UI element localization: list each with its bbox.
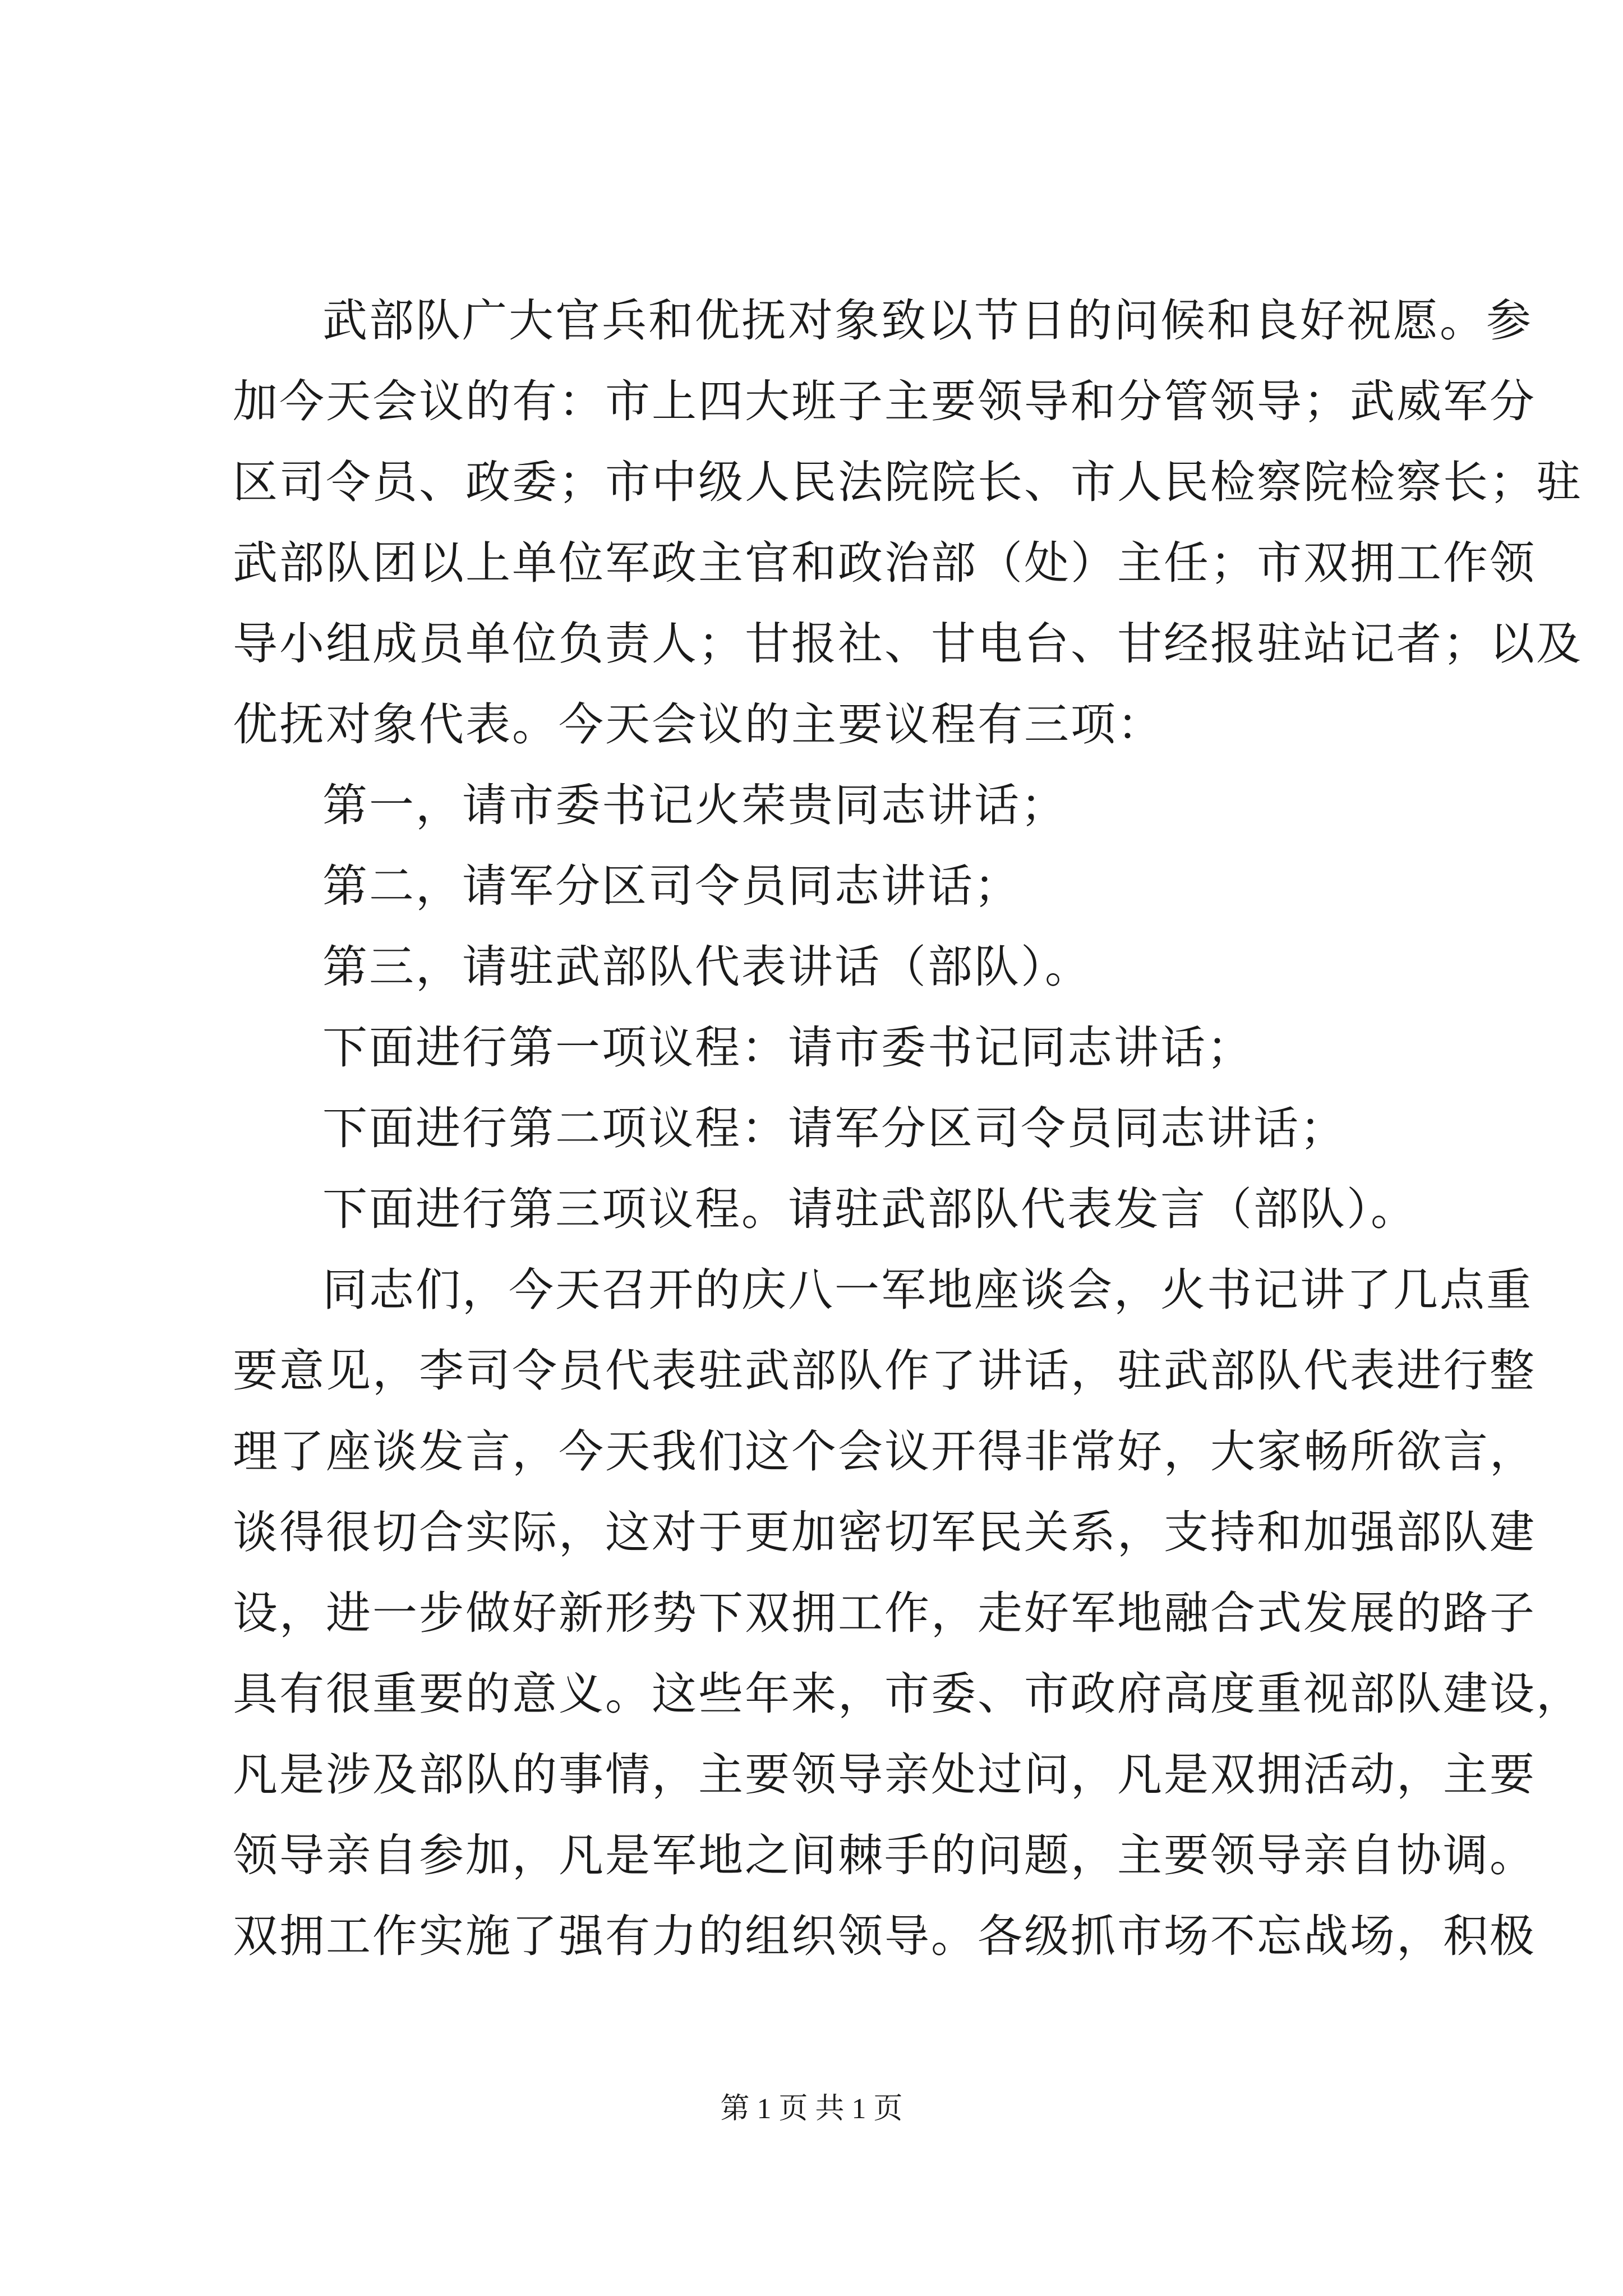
text-line: 谈得很切合实际，这对于更加密切军民关系，支持和加强部队建 [233, 1506, 1536, 1558]
agenda-step: 下面进行第一项议程：请市委书记同志讲话； [322, 1022, 1253, 1074]
agenda-item: 第一，请市委书记火荣贵同志讲话； [322, 779, 1067, 831]
text-line: 领导亲自参加，凡是军地之间棘手的问题，主要领导亲自协调。 [233, 1829, 1536, 1881]
document-body [233, 280, 1583, 1977]
agenda-item: 第二，请军分区司令员同志讲话； [322, 860, 1021, 912]
text-line: 区司令员、政委；市中级人民法院院长、市人民检察院检察长；驻 [233, 456, 1583, 508]
page-number-footer: 第 1 页 共 1 页 [720, 2093, 903, 2125]
text-line: 武部队团以上单位军政主官和政治部（处）主任；市双拥工作领 [233, 537, 1536, 589]
text-line: 双拥工作实施了强有力的组织领导。各级抓市场不忘战场，积极 [233, 1910, 1536, 1962]
text-line: 导小组成员单位负责人；甘报社、甘电台、甘经报驻站记者；以及 [233, 618, 1583, 670]
agenda-step: 下面进行第二项议程：请军分区司令员同志讲话； [322, 1102, 1347, 1154]
text-line: 要意见，李司令员代表驻武部队作了讲话，驻武部队代表进行整 [233, 1345, 1536, 1397]
text-line: 具有很重要的意义。这些年来，市委、市政府高度重视部队建设， [233, 1668, 1583, 1720]
agenda-step: 下面进行第三项议程。请驻武部队代表发言（部队）。 [322, 1183, 1417, 1235]
text-line: 凡是涉及部队的事情，主要领导亲处过问，凡是双拥活动，主要 [233, 1749, 1536, 1801]
text-line: 理了座谈发言，今天我们这个会议开得非常好，大家畅所欲言， [233, 1425, 1536, 1478]
text-line: 同志们，今天召开的庆八一军地座谈会，火书记讲了几点重 [322, 1264, 1533, 1316]
text-line: 加今天会议的有：市上四大班子主要领导和分管领导；武威军分 [233, 375, 1536, 427]
text-line: 设，进一步做好新形势下双拥工作，走好军地融合式发展的路子 [233, 1587, 1536, 1639]
agenda-item: 第三，请驻武部队代表讲话（部队）。 [322, 941, 1091, 993]
text-line: 武部队广大官兵和优抚对象致以节日的问候和良好祝愿。参 [322, 295, 1533, 347]
text-line: 优抚对象代表。今天会议的主要议程有三项： [233, 698, 1164, 751]
